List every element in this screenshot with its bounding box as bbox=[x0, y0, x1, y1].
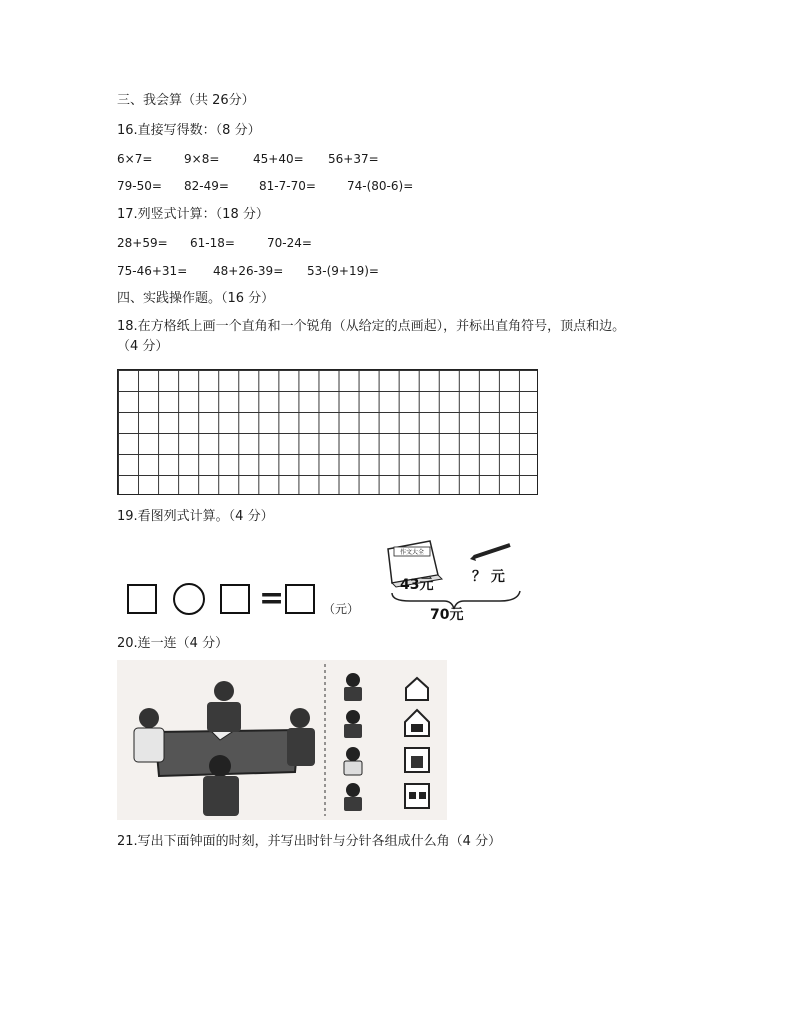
child-back-head bbox=[214, 681, 234, 701]
q21-title: 21.写出下面钟面的时刻，并写出时针与分针各组成什么角（4 分） bbox=[117, 834, 502, 849]
q17-title: 17.列竖式计算：（18 分） bbox=[117, 207, 269, 222]
unit-label: （元） bbox=[323, 602, 360, 616]
total-price: 70元 bbox=[430, 607, 464, 623]
q17-item: 61-18= bbox=[190, 236, 235, 250]
q16-item: 81-7-70= bbox=[259, 179, 316, 193]
connect-figure bbox=[117, 660, 447, 820]
q18-title: 18.在方格纸上画一个直角和一个锐角（从给定的点画起），并标出直角符号，顶点和边。 bbox=[117, 319, 626, 334]
operator-circle[interactable] bbox=[173, 583, 205, 615]
child-front-head bbox=[209, 755, 231, 777]
grid-paper[interactable] bbox=[117, 369, 538, 495]
child-right-head bbox=[290, 708, 310, 728]
book-price: 43元 bbox=[400, 577, 434, 593]
view-object-4[interactable] bbox=[405, 784, 429, 808]
section4-title: 四、实践操作题。（16 分） bbox=[117, 291, 275, 306]
answer-box[interactable] bbox=[220, 584, 250, 614]
q16-title: 16.直接写得数：（8 分） bbox=[117, 123, 261, 138]
view-child-1[interactable] bbox=[344, 673, 362, 701]
equals-sign: = bbox=[259, 581, 285, 616]
q17-item: 70-24= bbox=[267, 236, 312, 250]
q17-item: 48+26-39= bbox=[213, 264, 284, 278]
child-left-head bbox=[139, 708, 159, 728]
q17-item: 75-46+31= bbox=[117, 264, 188, 278]
book-title: 作文大全 bbox=[399, 549, 425, 556]
q16-item: 6×7= bbox=[117, 152, 153, 166]
q16-item: 9×8= bbox=[184, 152, 220, 166]
view-child-4[interactable] bbox=[344, 783, 362, 811]
q16-item: 74-(80-6)= bbox=[347, 179, 414, 193]
answer-box[interactable] bbox=[127, 584, 157, 614]
q16-item: 79-50= bbox=[117, 179, 162, 193]
view-child-3[interactable] bbox=[344, 747, 362, 775]
q20-title: 20.连一连（4 分） bbox=[117, 636, 229, 651]
q17-item: 53-(9+19)= bbox=[307, 264, 379, 278]
q16-item: 82-49= bbox=[184, 179, 229, 193]
q18-score: （4 分） bbox=[117, 339, 169, 354]
q16-item: 56+37= bbox=[328, 152, 379, 166]
section3-title: 三、我会算（共 26分） bbox=[117, 93, 255, 108]
book-and-pen-figure bbox=[370, 535, 530, 623]
q17-item: 28+59= bbox=[117, 236, 168, 250]
view-child-2[interactable] bbox=[344, 710, 362, 738]
view-object-3[interactable] bbox=[405, 748, 429, 772]
q16-item: 45+40= bbox=[253, 152, 304, 166]
q19-title: 19.看图列式计算。（4 分） bbox=[117, 509, 274, 524]
answer-box[interactable] bbox=[285, 584, 315, 614]
pen-price: ？ 元 bbox=[472, 569, 505, 585]
pen-icon bbox=[474, 545, 510, 557]
